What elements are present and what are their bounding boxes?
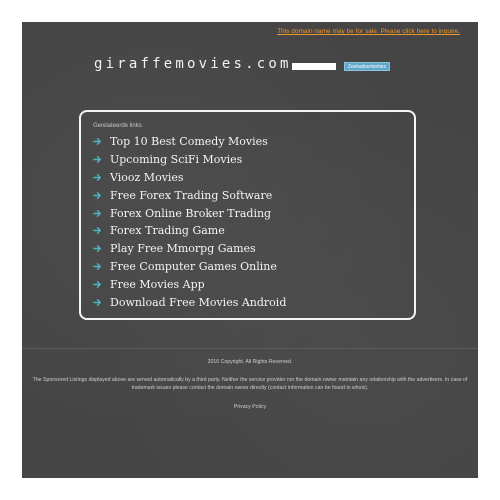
- search-button[interactable]: Zoekadvertenties: [344, 62, 390, 71]
- link-label[interactable]: Viooz Movies: [110, 170, 184, 184]
- privacy-policy-link[interactable]: Privacy Policy: [233, 404, 267, 410]
- link-label[interactable]: Free Movies App: [110, 277, 205, 291]
- related-links-list: [93, 133, 286, 311]
- list-item[interactable]: [93, 293, 286, 311]
- arrow-right-icon: [93, 298, 102, 307]
- arrow-right-icon: [93, 244, 102, 253]
- list-item[interactable]: [93, 204, 286, 222]
- arrow-right-icon: [93, 191, 102, 200]
- list-item[interactable]: [93, 186, 286, 204]
- list-item[interactable]: [93, 258, 286, 276]
- link-label[interactable]: Download Free Movies Android: [110, 295, 287, 309]
- parked-domain-page: [22, 22, 478, 478]
- link-label[interactable]: Free Forex Trading Software: [110, 188, 273, 202]
- arrow-right-icon: [93, 280, 102, 289]
- site-logo: giraffemovies.com: [94, 56, 292, 72]
- list-item[interactable]: [93, 151, 286, 169]
- list-item[interactable]: [93, 222, 286, 240]
- link-label[interactable]: Top 10 Best Comedy Movies: [110, 135, 268, 149]
- link-label[interactable]: Free Computer Games Online: [110, 259, 277, 273]
- arrow-right-icon: [93, 226, 102, 235]
- link-label[interactable]: Play Free Mmorpg Games: [110, 242, 256, 256]
- list-item[interactable]: [93, 240, 286, 258]
- arrow-right-icon: [93, 173, 102, 182]
- list-item[interactable]: [93, 133, 286, 151]
- arrow-right-icon: [93, 137, 102, 146]
- list-item[interactable]: [93, 275, 286, 293]
- arrow-right-icon: [93, 262, 102, 271]
- link-label[interactable]: Forex Online Broker Trading: [110, 206, 272, 220]
- copyright-text: 2016 Copyright. All Rights Reserved.: [207, 359, 293, 365]
- link-label[interactable]: Upcoming SciFi Movies: [110, 153, 243, 167]
- domain-for-sale-link[interactable]: This domain name may be for sale. Please click here to inquire.: [277, 28, 460, 35]
- footer-divider: [22, 348, 478, 349]
- arrow-right-icon: [93, 155, 102, 164]
- search-input[interactable]: [292, 63, 336, 70]
- disclaimer-text: The Sponsored Listings displayed above are served automatically by a third party. Neither the service provider nor the domain owner maintain any relationship with the advertisers. In case of trademark issues please contact the domain owner directly (contact information can be found in whois).: [32, 377, 468, 391]
- related-links-box: [79, 110, 416, 320]
- related-links-heading: Gerelateerde links: [93, 123, 142, 129]
- footer: [22, 358, 478, 411]
- header: [94, 56, 390, 72]
- link-label[interactable]: Forex Trading Game: [110, 224, 225, 238]
- list-item[interactable]: [93, 169, 286, 187]
- arrow-right-icon: [93, 209, 102, 218]
